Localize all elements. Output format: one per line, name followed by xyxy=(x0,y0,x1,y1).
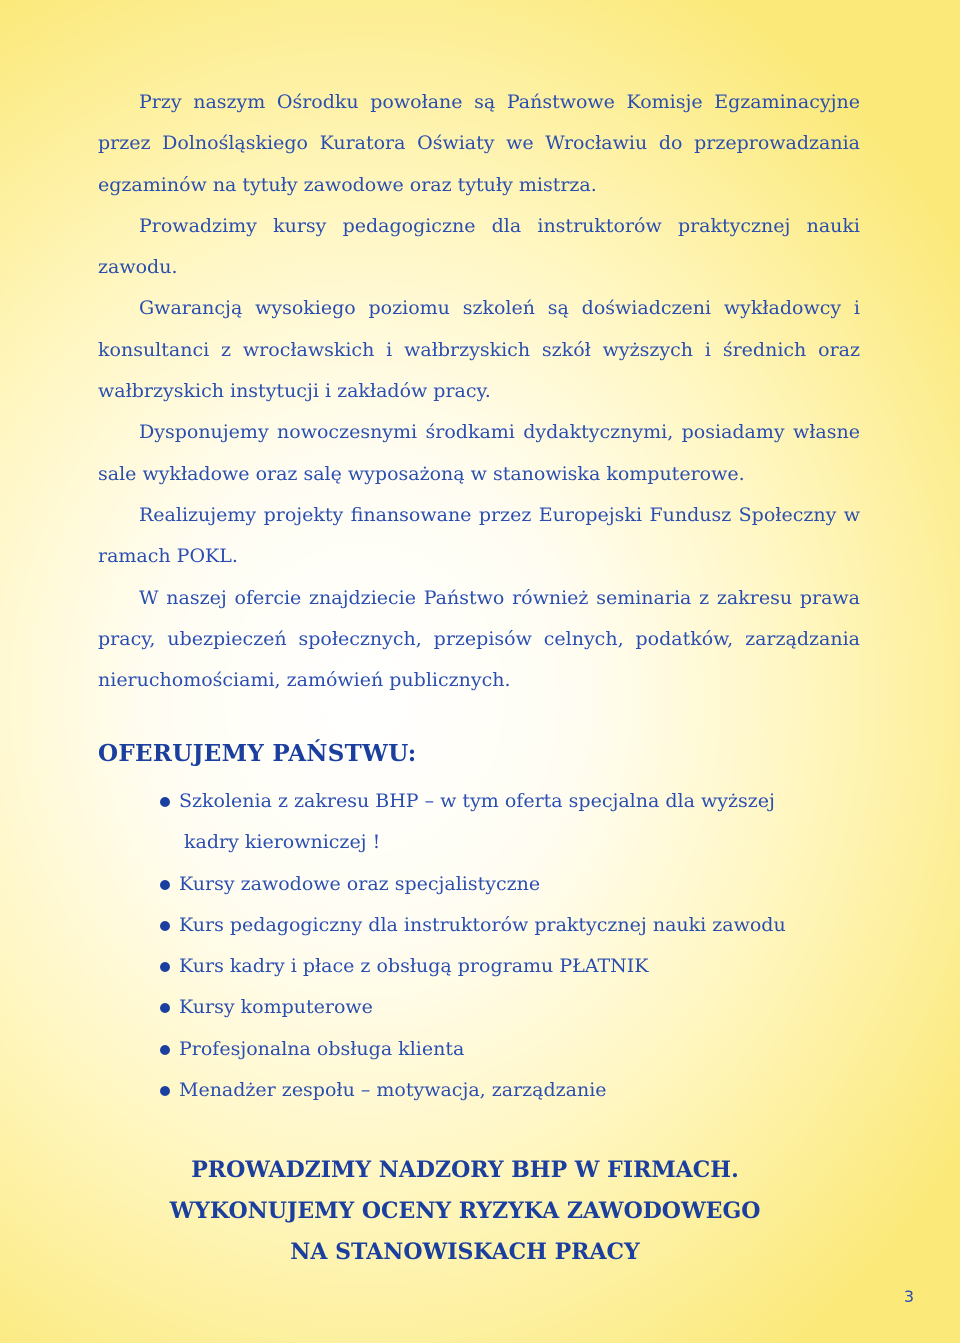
closing-statement xyxy=(0,1150,960,1273)
offer-list xyxy=(160,781,860,1111)
offer-item-vocational-courses xyxy=(160,864,860,905)
paragraph-facilities: Dysponujemy nowoczesnymi środkami dydaktycznymi, posiadamy własne sale wykładowe oraz salę wyposażoną w stanowiska komputerowe. xyxy=(98,421,860,485)
paragraph-lecturers: Gwarancją wysokiego poziomu szkoleń są doświadczeni wykładowcy i konsultanci z wrocławskich i wałbrzyskich szkół wyższych i średnich oraz wałbrzyskich instytucji i zakładów pracy. xyxy=(98,297,860,403)
offer-heading: OFERUJEMY PAŃSTWU: xyxy=(98,740,417,767)
closing-line-risk-assessment: WYKONUJEMY OCENY RYZYKA ZAWODOWEGO xyxy=(169,1198,761,1224)
offer-item-bhp-training xyxy=(160,781,860,864)
offer-item-customer-service xyxy=(160,1029,860,1070)
bullet-icon xyxy=(160,880,170,890)
offer-item-text: Szkolenia z zakresu BHP – w tym oferta specjalna dla wyższej xyxy=(179,790,775,812)
paragraph-eu-projects: Realizujemy projekty finansowane przez Europejski Fundusz Społeczny w ramach POKL. xyxy=(98,503,860,568)
offer-item-text: Kursy komputerowe xyxy=(179,996,373,1019)
bullet-icon xyxy=(160,797,170,807)
bullet-icon xyxy=(160,1086,170,1096)
closing-line-supervision: PROWADZIMY NADZORY BHP W FIRMACH. xyxy=(191,1157,739,1183)
paragraph-examination-commissions: Przy naszym Ośrodku powołane są Państwowe Komisje Egzaminacyjne przez Dolnośląskiego Kuratora Oświaty we Wrocławiu do przeprowadzania egzaminów na tytuły zawodowe oraz tytuły mistrza. xyxy=(98,91,860,196)
offer-item-text: Kurs kadry i płace z obsługą programu PŁATNIK xyxy=(179,955,649,978)
paragraph-pedagogical-courses: Prowadzimy kursy pedagogiczne dla instruktorów praktycznej nauki zawodu. xyxy=(98,214,860,279)
paragraph-seminars: W naszej ofercie znajdziecie Państwo również seminaria z zakresu prawa pracy, ubezpieczeń społecznych, przepisów celnych, podatków, zarządzania nieruchomościami, zamówień publicznych. xyxy=(98,586,860,692)
closing-line-workstations: NA STANOWISKACH PRACY xyxy=(290,1239,640,1265)
offer-item-pedagogical-course xyxy=(160,905,860,946)
offer-item-computer-courses xyxy=(160,987,860,1028)
offer-item-text-continuation: kadry kierowniczej ! xyxy=(184,831,381,854)
offer-item-text: Kursy zawodowe oraz specjalistyczne xyxy=(179,872,541,895)
page-number: 3 xyxy=(903,1287,914,1306)
intro-text xyxy=(98,82,860,701)
bullet-icon xyxy=(160,1045,170,1055)
offer-item-text: Menadżer zespołu – motywacja, zarządzanie xyxy=(179,1079,607,1102)
offer-item-payroll-course xyxy=(160,946,860,987)
offer-item-team-manager xyxy=(160,1070,860,1111)
offer-item-text: Kurs pedagogiczny dla instruktorów praktycznej nauki zawodu xyxy=(179,913,786,936)
offer-item-text: Profesjonalna obsługa klienta xyxy=(179,1037,465,1060)
bullet-icon xyxy=(160,1003,170,1013)
bullet-icon xyxy=(160,921,170,931)
bullet-icon xyxy=(160,962,170,972)
